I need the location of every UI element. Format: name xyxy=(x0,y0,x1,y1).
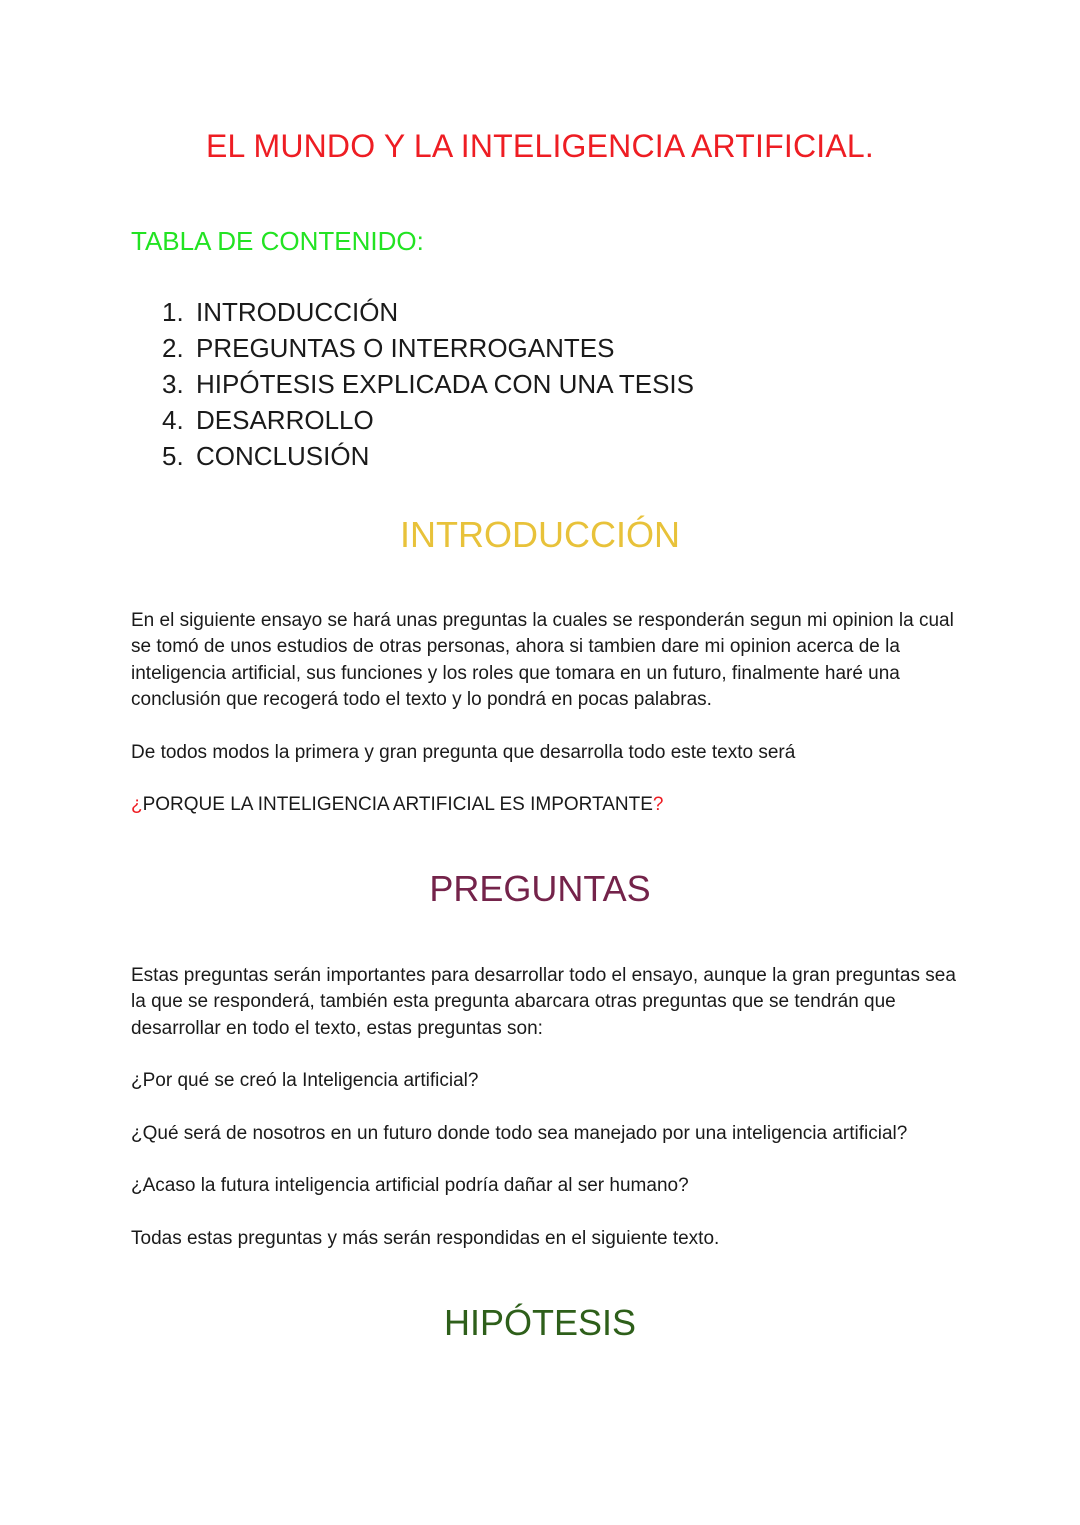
toc-item-label: HIPÓTESIS EXPLICADA CON UNA TESIS xyxy=(196,369,694,399)
toc-item-number: 5. xyxy=(162,441,184,471)
toc-item-label: INTRODUCCIÓN xyxy=(196,297,399,327)
preguntas-closing-paragraph: Todas estas preguntas y más serán respondidas en el siguiente texto. xyxy=(131,1228,720,1249)
introduccion-heading: INTRODUCCIÓN xyxy=(400,514,680,555)
toc-item xyxy=(162,366,694,402)
toc-item-number: 3. xyxy=(162,369,184,399)
introduccion-paragraph-2: De todos modos la primera y gran pregunta que desarrolla todo este texto será xyxy=(131,742,796,763)
preguntas-heading: PREGUNTAS xyxy=(429,868,651,909)
question-item: ¿Acaso la futura inteligencia artificial podría dañar al ser humano? xyxy=(131,1175,689,1196)
toc-item-label: DESARROLLO xyxy=(196,405,374,435)
main-question-text: PORQUE LA INTELIGENCIA ARTIFICIAL ES IMPORTANTE xyxy=(142,794,653,815)
question-open-mark: ¿ xyxy=(131,794,143,815)
toc-item xyxy=(162,402,694,438)
toc-item-label: PREGUNTAS O INTERROGANTES xyxy=(196,333,615,363)
toc-list xyxy=(162,294,694,474)
toc-item-number: 4. xyxy=(162,405,184,435)
question-item: ¿Qué será de nosotros en un futuro donde todo sea manejado por una inteligencia artificial? xyxy=(131,1123,908,1144)
hipotesis-heading: HIPÓTESIS xyxy=(443,1302,637,1343)
toc-item xyxy=(162,294,694,330)
preguntas-paragraph: Estas preguntas serán importantes para desarrollar todo el ensayo, aunque la gran preguntas sea la que se responderá, también esta pregunta abarcara otras preguntas que se tendrán que desarrollar en todo el texto, estas preguntas son: xyxy=(131,965,956,1039)
question-item: ¿Por qué se creó la Inteligencia artificial? xyxy=(131,1070,479,1091)
toc-item-number: 1. xyxy=(162,297,184,327)
document-title: EL MUNDO Y LA INTELIGENCIA ARTIFICIAL. xyxy=(206,128,874,164)
introduccion-paragraph: En el siguiente ensayo se hará unas preguntas la cuales se responderán segun mi opinion la cual se tomó de unos estudios de otras personas, ahora si tambien dare mi opinion acerca de la inteligencia artificial, sus funciones y los roles que tomara en un futuro, finalmente haré una conclusión que recogerá todo el texto y lo pondrá en pocas palabras. xyxy=(131,610,954,710)
toc-item xyxy=(162,438,694,474)
toc-heading: TABLA DE CONTENIDO: xyxy=(131,226,424,256)
toc-item xyxy=(162,330,694,366)
toc-item-label: CONCLUSIÓN xyxy=(196,441,370,471)
toc-item-number: 2. xyxy=(162,333,184,363)
question-close-mark: ? xyxy=(652,794,664,815)
main-question xyxy=(131,792,961,818)
